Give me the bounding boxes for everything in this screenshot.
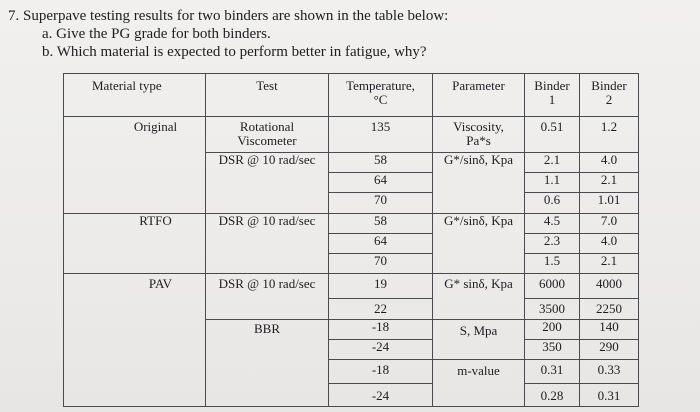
temp-cell: 58 [329, 213, 433, 233]
binder2-cell: 2250 [580, 299, 639, 320]
binder2-cell: 1.2 [580, 117, 639, 153]
table-row [64, 273, 639, 298]
binder1-cell: 1.5 [525, 253, 580, 273]
temp-cell: 64 [329, 173, 433, 193]
binder1-cell: 350 [525, 340, 580, 360]
temp-cell: 135 [329, 117, 433, 153]
temp-cell: 70 [329, 253, 433, 273]
temp-cell: 22 [329, 299, 433, 320]
binder1-cell: 2.3 [525, 233, 580, 253]
binder2-cell: 4.0 [580, 233, 639, 253]
binder2-cell: 2.1 [580, 253, 639, 273]
temp-cell: 70 [329, 193, 433, 213]
table-row [64, 213, 639, 233]
binder1-cell: 2.1 [525, 153, 580, 173]
test-dsr: DSR @ 10 rad/sec [206, 213, 329, 273]
temp-cell: 64 [329, 233, 433, 253]
binder1-cell: 1.1 [525, 173, 580, 193]
material-original: Original [64, 117, 206, 213]
binder1-cell: 4.5 [525, 213, 580, 233]
table-row [64, 117, 639, 153]
binder1-cell: 3500 [525, 299, 580, 320]
test-dsr: DSR @ 10 rad/sec [206, 273, 329, 320]
superpave-results-table [63, 73, 639, 407]
param-g-sin-fatigue: G* sinδ, Kpa [433, 273, 525, 320]
binder1-cell: 200 [525, 320, 580, 340]
binder2-cell: 4000 [580, 273, 639, 298]
header-temperature: Temperature, °C [329, 74, 433, 117]
table-header-row [64, 74, 639, 117]
header-binder-1: Binder 1 [525, 74, 580, 117]
binder1-cell: 6000 [525, 273, 580, 298]
binder1-cell: 0.6 [525, 193, 580, 213]
temp-cell: -24 [329, 383, 433, 406]
binder2-cell: 140 [580, 320, 639, 340]
binder2-cell: 2.1 [580, 173, 639, 193]
test-bbr: BBR [206, 320, 329, 407]
param-m-value: m-value [433, 360, 525, 407]
binder2-cell: 1.01 [580, 193, 639, 213]
binder1-cell: 0.51 [525, 117, 580, 153]
header-parameter: Parameter [433, 74, 525, 117]
question-part-b: b. Which material is expected to perform better in fatigue, why? [42, 44, 427, 60]
temp-cell: -18 [329, 320, 433, 340]
binder2-cell: 4.0 [580, 153, 639, 173]
header-binder-2: Binder 2 [580, 74, 639, 117]
question-text [8, 7, 448, 61]
test-dsr: DSR @ 10 rad/sec [206, 153, 329, 213]
temp-cell: 58 [329, 153, 433, 173]
param-g-sin: G*/sinδ, Kpa [433, 153, 525, 213]
binder2-cell: 7.0 [580, 213, 639, 233]
material-pav: PAV [64, 273, 206, 406]
temp-cell: -18 [329, 360, 433, 383]
question-part-a: a. Give the PG grade for both binders. [42, 26, 271, 42]
binder2-cell: 290 [580, 340, 639, 360]
param-viscosity: Viscosity, Pa*s [433, 117, 525, 153]
binder2-cell: 0.33 [580, 360, 639, 383]
binder2-cell: 0.31 [580, 383, 639, 406]
question-stem: 7. Superpave testing results for two binders are shown in the table below: [8, 8, 449, 24]
param-stiffness: S, Mpa [433, 320, 525, 360]
header-test: Test [206, 74, 329, 117]
binder1-cell: 0.31 [525, 360, 580, 383]
header-material-type: Material type [64, 74, 206, 117]
binder1-cell: 0.28 [525, 383, 580, 406]
test-rotational-viscometer: Rotational Viscometer [206, 117, 329, 153]
temp-cell: 19 [329, 273, 433, 298]
temp-cell: -24 [329, 340, 433, 360]
param-g-sin: G*/sinδ, Kpa [433, 213, 525, 273]
material-rtfo: RTFO [64, 213, 206, 273]
